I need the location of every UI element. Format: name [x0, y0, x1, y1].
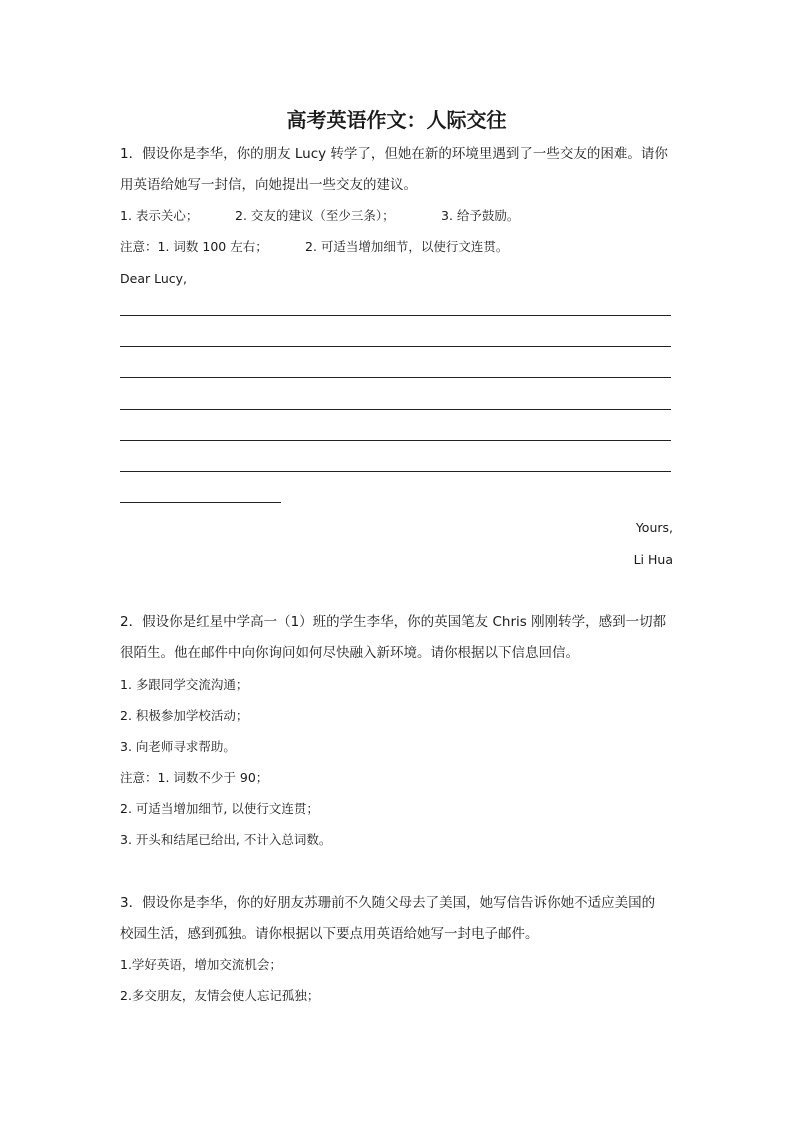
- answer-line: [120, 346, 671, 347]
- q2-prompt-line-2: 很陌生。他在邮件中向你询问如何尽快融入新环境。请你根据以下信息回信。: [120, 645, 579, 661]
- answer-line: [120, 471, 671, 472]
- q2-item: 2. 积极参加学校活动；: [120, 708, 249, 723]
- letter-closing: Yours,: [635, 520, 673, 535]
- letter-signature: Li Hua: [633, 552, 673, 567]
- q1-point-2: 2. 交友的建议（至少三条）；: [235, 208, 395, 223]
- q2-note: 2. 可适当增加细节, 以使行文连贯；: [120, 801, 319, 816]
- q3-item: 2.多交朋友，友情会使人忘记孤独；: [120, 988, 320, 1003]
- q1-prompt-line-1: 1．假设你是李华，你的朋友 Lucy 转学了，但她在新的环境里遇到了一些交友的困难。请你: [120, 146, 668, 162]
- answer-line: [120, 440, 671, 441]
- q1-point-3: 3. 给予鼓励。: [441, 208, 520, 223]
- q2-item: 3. 向老师寻求帮助。: [120, 739, 236, 754]
- answer-line-short: [120, 502, 281, 503]
- q2-note: 注意：1. 词数不少于 90；: [120, 770, 269, 785]
- q2-prompt-line-1: 2．假设你是红星中学高一（1）班的学生李华，你的英国笔友 Chris 刚刚转学，感到一切都: [120, 614, 667, 630]
- q2-item: 1. 多跟同学交流沟通；: [120, 677, 249, 692]
- q1-note-word-count: 注意：1. 词数 100 左右；: [120, 239, 268, 254]
- q1-note-details: 2. 可适当增加细节，以使行文连贯。: [305, 239, 509, 254]
- q1-point-1: 1. 表示关心；: [120, 208, 199, 223]
- page-title: 高考英语作文：人际交往: [286, 108, 507, 132]
- q2-note: 3. 开头和结尾已给出, 不计入总词数。: [120, 832, 332, 847]
- letter-salutation: Dear Lucy,: [120, 271, 187, 286]
- answer-line: [120, 377, 671, 378]
- q3-prompt-line-1: 3．假设你是李华，你的好朋友苏珊前不久随父母去了美国，她写信告诉你她不适应美国的: [120, 895, 656, 911]
- q3-prompt-line-2: 校园生活，感到孤独。请你根据以下要点用英语给她写一封电子邮件。: [120, 926, 539, 942]
- q3-item: 1.学好英语，增加交流机会；: [120, 957, 282, 972]
- q1-prompt-line-2: 用英语给她写一封信，向她提出一些交友的建议。: [120, 177, 417, 193]
- answer-line: [120, 315, 671, 316]
- answer-line: [120, 409, 671, 410]
